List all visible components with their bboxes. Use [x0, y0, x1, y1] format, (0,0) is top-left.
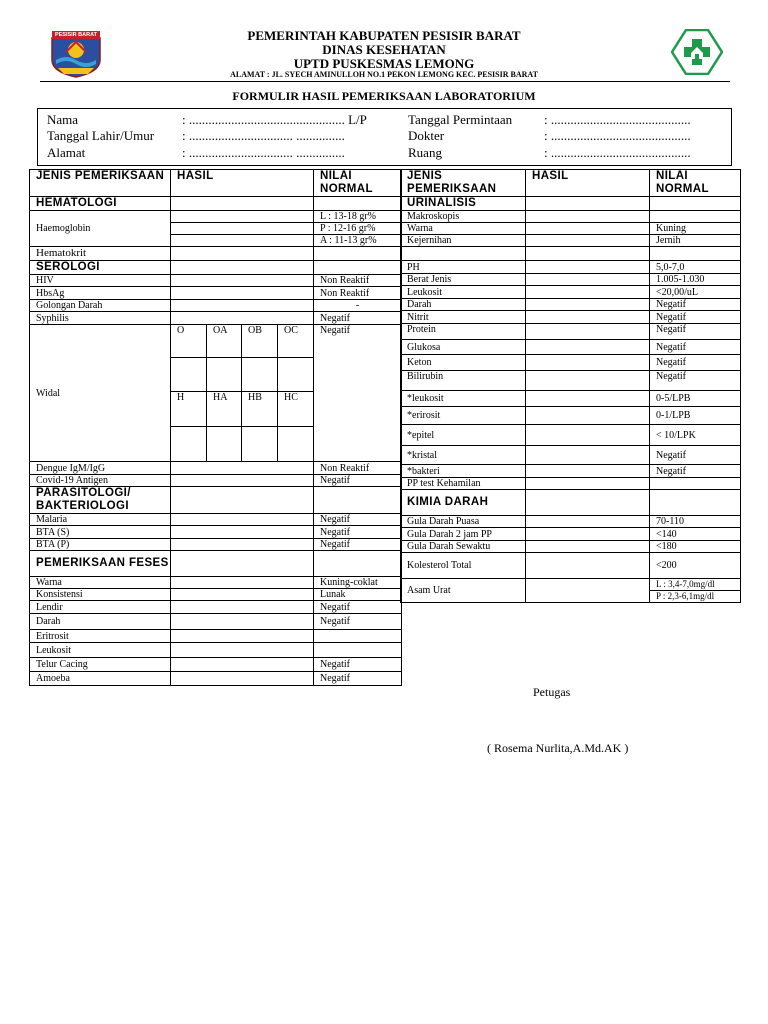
result-cell[interactable] [526, 371, 650, 391]
test-protein: Protein [401, 324, 526, 340]
result-cell[interactable] [171, 643, 314, 658]
result-cell[interactable] [526, 340, 650, 355]
widal-o-label: O [171, 325, 207, 358]
header-address: ALAMAT : JL. SYECH AMINULLOH NO.1 PEKON LEMONG KEC. PESISIR BARAT [230, 70, 538, 79]
test-nitrit: Nitrit [401, 311, 526, 324]
widal-o-result[interactable] [171, 358, 207, 392]
normal-cell [650, 197, 741, 211]
header-divider [40, 81, 730, 82]
test-bta-p: BTA (P) [30, 539, 171, 551]
section-parasitologi: PARASITOLOGI/ BAKTERIOLOGI [30, 487, 171, 514]
result-cell[interactable] [171, 514, 314, 526]
widal-oa-label: OA [207, 325, 242, 358]
result-cell[interactable] [526, 391, 650, 407]
section-serologi: SEROLOGI [30, 261, 171, 275]
test-glukosa: Glukosa [401, 340, 526, 355]
col-header-nilai-right: NILAI NORMAL [650, 170, 741, 197]
header-line3: UPTD PUSKESMAS LEMONG [293, 56, 475, 71]
left-results-table [29, 169, 402, 686]
normal-nitrit: Negatif [650, 311, 741, 324]
test-gds: Gula Darah Sewaktu [401, 541, 526, 553]
col-header-nilai: NILAI NORMAL [314, 170, 402, 197]
col-header-hasil: HASIL [171, 170, 314, 197]
col-header-jenis-right: JENIS PEMERIKSAAN [401, 170, 526, 197]
test-keton: Keton [401, 355, 526, 371]
result-cell[interactable] [171, 312, 314, 325]
test-pp-kehamilan: PP test Kehamilan [401, 478, 526, 490]
normal-dengue: Non Reaktif [314, 462, 402, 475]
tanggal-permintaan-field[interactable]: : ........................................... [544, 112, 691, 127]
test-widal: Widal [30, 325, 171, 462]
test-lendir: Lendir [30, 601, 171, 614]
normal-sedimen-epitel: < 10/LPK [650, 425, 741, 446]
header-line1: PEMERINTAH KABUPATEN PESISIR BARAT [247, 28, 521, 43]
section-hematologi: HEMATOLOGI [30, 197, 171, 211]
result-cell[interactable] [526, 299, 650, 311]
widal-oc-label: OC [278, 325, 314, 358]
petugas-label: Petugas [533, 685, 571, 699]
test-hbsag: HbsAg [30, 287, 171, 300]
normal-cell [650, 247, 741, 261]
dokter-field[interactable]: : ........................................... [544, 128, 691, 143]
result-cell[interactable] [171, 672, 314, 686]
normal-hb-l: L : 13-18 gr% [314, 211, 402, 223]
normal-urine-warna: Kuning [650, 223, 741, 235]
result-cell[interactable] [171, 261, 314, 275]
test-syphilis: Syphilis [30, 312, 171, 325]
normal-hbsag: Non Reaktif [314, 287, 402, 300]
nama-field[interactable]: : ................................................ L/P [182, 112, 367, 127]
result-cell[interactable] [526, 324, 650, 340]
col-header-hasil-right: HASIL [526, 170, 650, 197]
normal-bilirubin: Negatif [650, 371, 741, 391]
normal-cell [314, 197, 402, 211]
normal-hb-p: P : 12-16 gr% [314, 223, 402, 235]
result-cell[interactable] [526, 235, 650, 247]
normal-hiv: Non Reaktif [314, 275, 402, 287]
test-sedimen-leukosit: *leukosit [401, 391, 526, 407]
test-asam-urat: Asam Urat [401, 579, 526, 603]
result-cell[interactable] [171, 601, 314, 614]
form-title: FORMULIR HASIL PEMERIKSAAN LABORATORIUM [232, 89, 536, 103]
result-cell[interactable] [526, 579, 650, 603]
normal-cell [314, 487, 402, 514]
normal-cell [314, 247, 402, 261]
normal-bta-s: Negatif [314, 526, 402, 539]
test-hematokrit: Hematokrit [30, 247, 171, 261]
empty-label [401, 247, 526, 261]
result-cell[interactable] [526, 286, 650, 299]
test-dengue: Dengue IgM/IgG [30, 462, 171, 475]
normal-protein: Negatif [650, 324, 741, 340]
result-cell[interactable] [526, 465, 650, 478]
col-header-jenis: JENIS PEMERIKSAAN [30, 170, 171, 197]
result-cell[interactable] [526, 247, 650, 261]
ruang-label: Ruang [408, 145, 442, 160]
result-cell[interactable] [526, 553, 650, 579]
result-cell[interactable] [171, 630, 314, 643]
result-cell[interactable] [171, 658, 314, 672]
test-feses-leukosit: Leukosit [30, 643, 171, 658]
test-feses-darah: Darah [30, 614, 171, 630]
normal-feses-darah: Negatif [314, 614, 402, 630]
result-cell[interactable] [526, 197, 650, 211]
test-hiv: HIV [30, 275, 171, 287]
normal-konsistensi: Lunak [314, 589, 402, 601]
result-cell[interactable] [171, 300, 314, 312]
test-eritrosit: Eritrosit [30, 630, 171, 643]
test-sedimen-eritrosit: *erirosit [401, 407, 526, 425]
test-sedimen-kristal: *kristal [401, 446, 526, 465]
result-cell[interactable] [526, 211, 650, 223]
test-bta-s: BTA (S) [30, 526, 171, 539]
normal-gds: <180 [650, 541, 741, 553]
result-cell[interactable] [171, 577, 314, 589]
normal-ph: 5,0-7,0 [650, 261, 741, 274]
result-cell[interactable] [171, 487, 314, 514]
normal-syphilis: Negatif [314, 312, 402, 325]
widal-ob-label: OB [242, 325, 278, 358]
normal-sedimen-eritrosit: 0-1/LPB [650, 407, 741, 425]
result-cell[interactable] [526, 478, 650, 490]
test-amoeba: Amoeba [30, 672, 171, 686]
normal-covid: Negatif [314, 475, 402, 487]
normal-asam-urat-p: P : 2,3-6,1mg/dl [650, 591, 741, 603]
test-golongan-darah: Golongan Darah [30, 300, 171, 312]
result-cell[interactable] [526, 425, 650, 446]
test-gdp: Gula Darah Puasa [401, 516, 526, 528]
test-bilirubin: Bilirubin [401, 371, 526, 391]
normal-cell [650, 478, 741, 490]
widal-hb-result[interactable] [242, 427, 278, 462]
result-cell[interactable] [171, 223, 314, 235]
nama-label: Nama [47, 112, 79, 127]
result-cell[interactable] [526, 355, 650, 371]
normal-sedimen-leukosit: 0-5/LPB [650, 391, 741, 407]
test-makroskopis: Makroskopis [401, 211, 526, 223]
test-gd2pp: Gula Darah 2 jam PP [401, 528, 526, 541]
result-cell[interactable] [171, 211, 314, 223]
result-cell[interactable] [171, 247, 314, 261]
test-kolesterol: Kolesterol Total [401, 553, 526, 579]
normal-malaria: Negatif [314, 514, 402, 526]
result-cell[interactable] [526, 446, 650, 465]
normal-golongan: - [314, 300, 402, 312]
tanggal-lahir-label: Tanggal Lahir/Umur [47, 128, 155, 143]
widal-oa-result[interactable] [207, 358, 242, 392]
widal-hc-result[interactable] [278, 427, 314, 462]
result-cell[interactable] [171, 551, 314, 577]
ruang-field[interactable]: : ........................................... [544, 145, 691, 160]
test-urine-leukosit: Leukosit [401, 286, 526, 299]
result-cell[interactable] [526, 311, 650, 324]
header-line2: DINAS KESEHATAN [322, 42, 446, 57]
normal-kolesterol: <200 [650, 553, 741, 579]
normal-cell [650, 211, 741, 223]
test-urine-warna: Warna [401, 223, 526, 235]
dokter-label: Dokter [408, 128, 445, 143]
result-cell[interactable] [526, 490, 650, 516]
alamat-field[interactable]: : ................................ ............... [182, 145, 345, 160]
result-cell[interactable] [526, 223, 650, 235]
normal-cell [314, 630, 402, 643]
normal-glukosa: Negatif [650, 340, 741, 355]
logo-text: PESISIR BARAT [54, 32, 98, 38]
test-berat-jenis: Berat Jenis [401, 274, 526, 286]
result-cell[interactable] [526, 528, 650, 541]
result-cell[interactable] [171, 589, 314, 601]
result-cell[interactable] [526, 261, 650, 274]
result-cell[interactable] [171, 287, 314, 300]
normal-keton: Negatif [650, 355, 741, 371]
tanggal-lahir-field[interactable]: : ................................ ............... [182, 128, 345, 143]
normal-berat-jenis: 1.005-1.030 [650, 274, 741, 286]
result-cell[interactable] [171, 197, 314, 211]
normal-cell [314, 551, 402, 577]
test-kejernihan: Kejernihan [401, 235, 526, 247]
result-cell[interactable] [171, 235, 314, 247]
widal-h-result[interactable] [171, 427, 207, 462]
test-konsistensi: Konsistensi [30, 589, 171, 601]
normal-cell [314, 643, 402, 658]
widal-ha-label: HA [207, 392, 242, 427]
result-cell[interactable] [171, 475, 314, 487]
widal-ob-result[interactable] [242, 358, 278, 392]
test-telur-cacing: Telur Cacing [30, 658, 171, 672]
result-cell[interactable] [171, 614, 314, 630]
test-feses-warna: Warna [30, 577, 171, 589]
normal-gd2pp: <140 [650, 528, 741, 541]
test-covid: Covid-19 Antigen [30, 475, 171, 487]
result-cell[interactable] [171, 275, 314, 287]
normal-gdp: 70-110 [650, 516, 741, 528]
tanggal-permintaan-label: Tanggal Permintaan [408, 112, 513, 127]
normal-telur-cacing: Negatif [314, 658, 402, 672]
normal-kejernihan: Jernih [650, 235, 741, 247]
result-cell[interactable] [171, 526, 314, 539]
right-results-table [400, 169, 741, 603]
test-sedimen-epitel: *epitel [401, 425, 526, 446]
normal-lendir: Negatif [314, 601, 402, 614]
result-cell[interactable] [526, 541, 650, 553]
normal-cell [314, 261, 402, 275]
section-kimia-darah: KIMIA DARAH [401, 490, 526, 516]
result-cell[interactable] [171, 539, 314, 551]
test-urine-darah: Darah [401, 299, 526, 311]
result-cell[interactable] [526, 516, 650, 528]
section-feses: PEMERIKSAAN FESES [30, 551, 171, 577]
widal-h-label: H [171, 392, 207, 427]
normal-sedimen-bakteri: Negatif [650, 465, 741, 478]
normal-hb-a: A : 11-13 gr% [314, 235, 402, 247]
normal-amoeba: Negatif [314, 672, 402, 686]
result-cell[interactable] [171, 462, 314, 475]
test-haemoglobin: Haemoglobin [30, 211, 171, 247]
normal-bta-p: Negatif [314, 539, 402, 551]
widal-oc-result[interactable] [278, 358, 314, 392]
normal-feses-warna: Kuning-coklat [314, 577, 402, 589]
result-cell[interactable] [526, 407, 650, 425]
widal-hb-label: HB [242, 392, 278, 427]
test-sedimen-bakteri: *bakteri [401, 465, 526, 478]
normal-widal: Negatif [314, 325, 402, 462]
test-malaria: Malaria [30, 514, 171, 526]
normal-asam-urat-l: L : 3,4-7,0mg/dl [650, 579, 741, 591]
widal-ha-result[interactable] [207, 427, 242, 462]
normal-cell [650, 490, 741, 516]
normal-sedimen-kristal: Negatif [650, 446, 741, 465]
normal-urine-leukosit: <20,00/uL [650, 286, 741, 299]
petugas-name: ( Rosema Nurlita,A.Md.AK ) [487, 741, 629, 755]
alamat-label: Alamat [47, 145, 86, 160]
section-urinalisis: URINALISIS [401, 197, 526, 211]
widal-hc-label: HC [278, 392, 314, 427]
result-cell[interactable] [526, 274, 650, 286]
normal-urine-darah: Negatif [650, 299, 741, 311]
test-ph: PH [401, 261, 526, 274]
